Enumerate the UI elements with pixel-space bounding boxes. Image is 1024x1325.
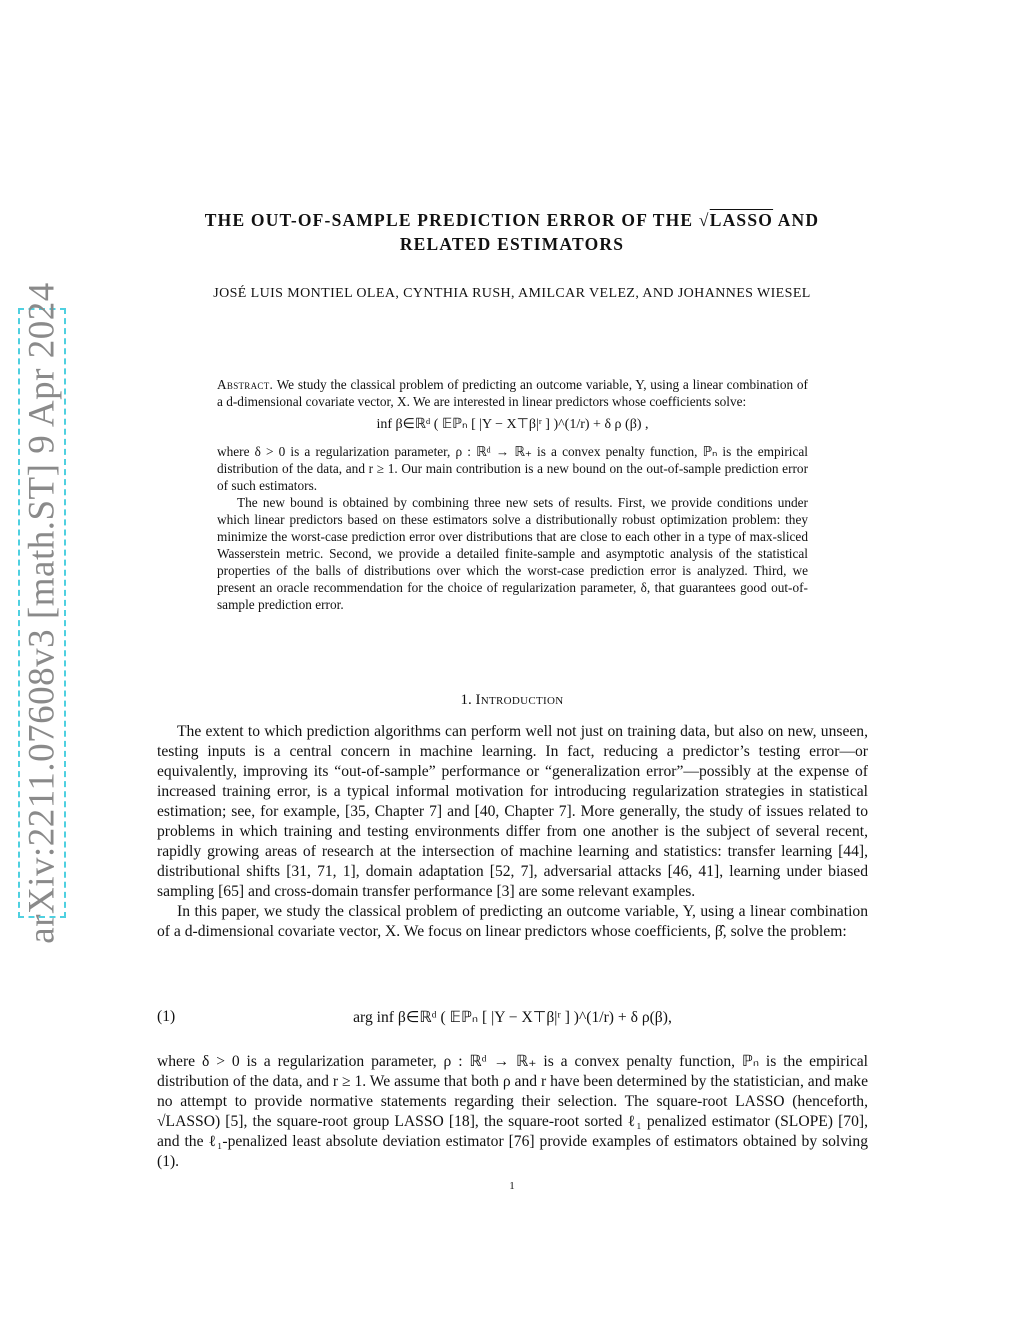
intro-body-continued [157,1052,868,1172]
title-line1-prefix: THE OUT-OF-SAMPLE PREDICTION ERROR OF THE [204,210,699,230]
intro-paragraph-1: The extent to which prediction algorithms can perform well not just on training data, but also on new, unseen, testing inputs is a central concern in machine learning. In fact, reducing a predictor’s testing error—or equivalently, improving its “out-of-sample” performance or “generalization error”—possibly at the expense of increased training error, is a typical informal motivation for introducing regularization strategies in statistical estimation; see, for example, [35, Chapter 7] and [40, Chapter 7]. More generally, the study of issues related to problems in which training and testing environments differ from one another is the subject of several recent, rapidly growing areas of research at the intersection of machine learning and statistics: transfer learning [44], distributional shifts [31, 71, 1], domain adaptation [52, 7], adversarial attacks [46, 41], learning under biased sampling [65] and cross-domain transfer performance [3] are some relevant examples. [157,723,868,900]
abstract-paragraph-2: where δ > 0 is a regularization parameter, ρ : ℝᵈ → ℝ₊ is a convex penalty function, ℙₙ is the empirical distribution of the data, and r ≥ 1. Our main contribution is a new bound on the out-of-sample prediction error of such estimators. [217,444,808,493]
abstract [217,376,808,613]
title-line2: RELATED ESTIMATORS [399,234,625,254]
equation-1 [157,1004,868,1034]
abstract-paragraph-1: We study the classical problem of predicting an outcome variable, Y, using a linear combination of a d-dimensional covariate vector, X. We are interested in linear predictors whose coefficients solve: [217,377,808,409]
title-lasso: LASSO [709,210,774,230]
intro-paragraph-3: where δ > 0 is a regularization parameter, ρ : ℝᵈ → ℝ₊ is a convex penalty function, ℙₙ is the empirical distribution of the data, and r ≥ 1. We assume that both ρ and r have been determined by the statistician, and make no attempt to provide normative statements regarding their selection. The square-root LASSO (henceforth, √LASSO) [5], the square-root group LASSO [18], the square-root sorted ℓ₁ penalized estimator (SLOPE) [70], and the ℓ₁-penalized least absolute deviation estimator [76] provide examples of estimators obtained by solving (1). [157,1053,868,1170]
author-list: JOSÉ LUIS MONTIEL OLEA, CYNTHIA RUSH, AMILCAR VELEZ, AND JOHANNES WIESEL [213,286,811,301]
equation-label: (1) [157,1008,176,1025]
arxiv-stamp [18,282,66,944]
intro-paragraph-2: In this paper, we study the classical problem of predicting an outcome variable, Y, using a linear combination of a d-dimensional covariate vector, X. We focus on linear predictors whose coefficients, β̂, solve the problem: [157,903,868,940]
section-heading [150,692,874,709]
equation-body: arg inf β∈ℝᵈ ( 𝔼ℙₙ [ |Y − X⊤β|ʳ ] )^(1/r) + δ ρ(β), [353,1009,672,1026]
section-title: Introduction [475,692,564,708]
abstract-equation: inf β∈ℝᵈ ( 𝔼ℙₙ [ |Y − X⊤β|ʳ ] )^(1/r) + δ ρ (β) , [376,417,649,432]
intro-body [157,722,868,942]
arxiv-identifier: arXiv:2211.07608v3 [math.ST] 9 Apr 2024 [21,282,63,944]
abstract-paragraph-3: The new bound is obtained by combining three new sets of results. First, we provide conditions under which linear predictors based on these estimators solve a distributionally robust optimization problem: they minimize the worst-case prediction error over distributions that are close to each other in a type of max-sliced Wasserstein metric. Second, we provide a detailed finite-sample and asymptotic analysis of the statistical properties of the balls of distributions over which the worst-case prediction error is analyzed. Third, we present an oracle recommendation for the choice of regularization parameter, δ, that guarantees good out-of-sample prediction error. [217,495,808,612]
sqrt-symbol: √ [698,210,710,230]
section-number: 1. [460,692,472,708]
abstract-label: Abstract. [217,377,274,392]
paper-title [150,208,874,256]
page-number: 1 [509,1180,515,1192]
title-line1-suffix: AND [773,210,820,230]
